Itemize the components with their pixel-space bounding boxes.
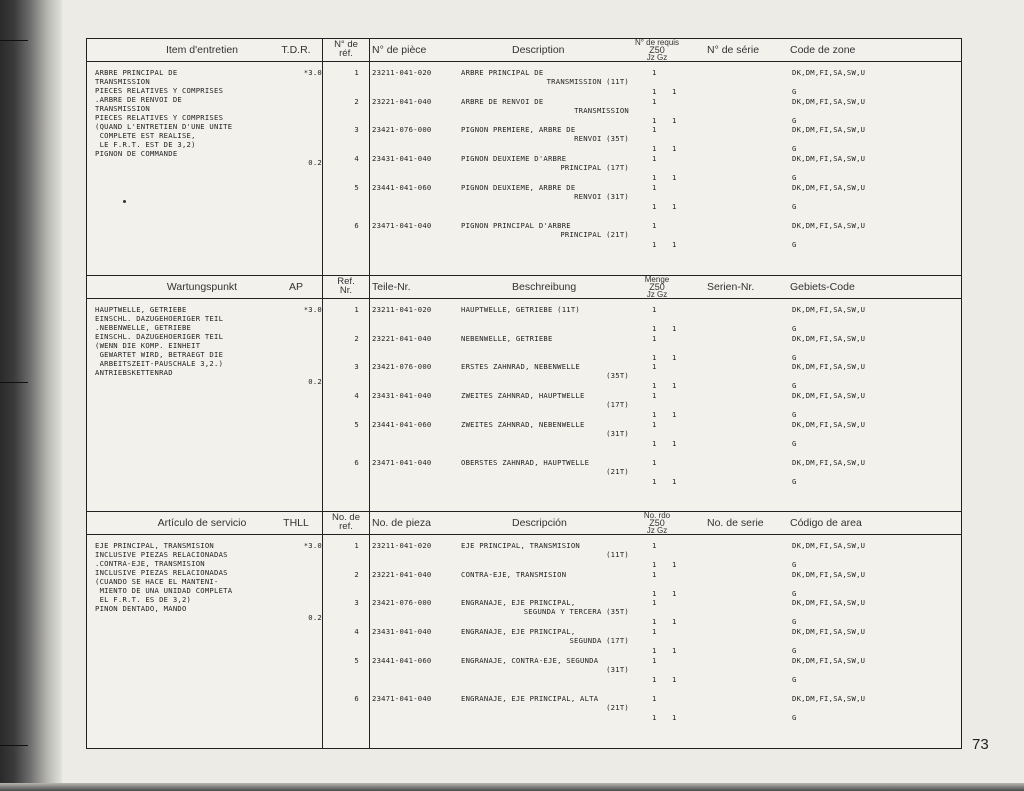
part-number: 23441-041-060 — [372, 183, 432, 192]
ref-number: 6 — [354, 694, 359, 703]
quantity-gz: 1 — [672, 353, 677, 362]
zone-code-alt: G — [792, 439, 797, 448]
header-ref_bottom: réf. — [339, 48, 353, 59]
table-row — [327, 305, 957, 333]
maintenance-item-line: PINON DENTADO, MANDO — [95, 604, 187, 613]
quantity-gz: 1 — [672, 144, 677, 153]
quantity-jz: 1 — [652, 324, 657, 333]
header-qty_mid: Z50 — [649, 45, 665, 55]
table-row — [327, 627, 957, 655]
part-description: HAUPTWELLE, GETRIEBE (11T) — [461, 305, 581, 314]
zone-code: DK,DM,FI,SA,SW,U — [792, 125, 866, 134]
page-bottom-shadow — [0, 783, 1024, 791]
zone-code: DK,DM,FI,SA,SW,U — [792, 570, 866, 579]
table-row — [327, 154, 957, 182]
part-number: 23431-041-040 — [372, 391, 432, 400]
maintenance-item-line: EINSCHL. DAZUGEHOERIGER TEIL — [95, 332, 224, 341]
header-qty_top: Menge — [644, 275, 670, 284]
spine-edge-line — [0, 745, 28, 746]
zone-code-alt: G — [792, 353, 797, 362]
header-qty_bottom: Jz Gz — [646, 53, 668, 62]
quantity: 1 — [652, 694, 657, 703]
zone-code: DK,DM,FI,SA,SW,U — [792, 68, 866, 77]
quantity-jz: 1 — [652, 589, 657, 598]
header-desc: Description — [512, 44, 565, 56]
table-row — [327, 391, 957, 419]
part-number: 23211-041-020 — [372, 305, 432, 314]
header-qty_mid: Z50 — [649, 282, 665, 292]
part-number: 23471-041-040 — [372, 458, 432, 467]
quantity-gz: 1 — [672, 439, 677, 448]
part-description: ERSTES ZAHNRAD, NEBENWELLE — [461, 362, 581, 371]
zone-code-alt: G — [792, 324, 797, 333]
part-number: 23421-076-000 — [372, 125, 432, 134]
part-number: 23431-041-040 — [372, 154, 432, 163]
zone-code: DK,DM,FI,SA,SW,U — [792, 391, 866, 400]
part-number: 23211-041-020 — [372, 541, 432, 550]
ref-number: 3 — [354, 598, 359, 607]
part-description: PIGNON PREMIERE, ARBRE DE — [461, 125, 576, 134]
quantity: 1 — [652, 656, 657, 665]
part-number: 23431-041-040 — [372, 627, 432, 636]
quantity: 1 — [652, 154, 657, 163]
zone-code: DK,DM,FI,SA,SW,U — [792, 221, 866, 230]
table-row — [327, 694, 957, 722]
table-row — [327, 420, 957, 448]
header-tdr: THLL — [283, 517, 309, 529]
part-description-cont: (35T) — [606, 371, 629, 380]
part-description: ARBRE PRINCIPAL DE — [461, 68, 544, 77]
quantity-gz: 1 — [672, 617, 677, 626]
part-number: 23221-041-040 — [372, 97, 432, 106]
zone-code: DK,DM,FI,SA,SW,U — [792, 183, 866, 192]
quantity-jz: 1 — [652, 675, 657, 684]
header-serial: No. de serie — [707, 517, 764, 529]
part-description-cont: PRINCIPAL (17T) — [560, 163, 629, 172]
zone-code-alt: G — [792, 87, 797, 96]
spine-edge-line — [0, 40, 28, 41]
part-description-cont: PRINCIPAL (21T) — [560, 230, 629, 239]
zone-code-alt: G — [792, 202, 797, 211]
part-number: 23441-041-060 — [372, 420, 432, 429]
part-description-cont: RENVOI (31T) — [574, 192, 629, 201]
table-section-es — [87, 512, 961, 748]
quantity-gz: 1 — [672, 560, 677, 569]
labour-hours: *3.0 — [303, 305, 322, 314]
book-spine — [0, 0, 62, 791]
header-item: Item d'entretien — [165, 44, 239, 56]
zone-code: DK,DM,FI,SA,SW,U — [792, 305, 866, 314]
table-row — [327, 183, 957, 211]
maintenance-item-line: .ARBRE DE RENVOI DE — [95, 95, 182, 104]
ref-number: 6 — [354, 458, 359, 467]
table-section-fr — [87, 39, 961, 276]
zone-code-alt: G — [792, 144, 797, 153]
header-ref_top: N° de — [334, 39, 358, 50]
part-number: 23221-041-040 — [372, 334, 432, 343]
zone-code: DK,DM,FI,SA,SW,U — [792, 656, 866, 665]
part-number: 23421-076-000 — [372, 598, 432, 607]
part-description: ZWEITES ZAHNRAD, HAUPTWELLE — [461, 391, 585, 400]
quantity-gz: 1 — [672, 324, 677, 333]
quantity-jz: 1 — [652, 560, 657, 569]
labour-hours: *3.0 — [303, 68, 322, 77]
labour-hours: 0.2 — [308, 377, 322, 386]
part-description-cont: RENVOI (35T) — [574, 134, 629, 143]
header-ref_top: Ref. — [337, 276, 355, 287]
labour-hours: *3.0 — [303, 541, 322, 550]
maintenance-item-line: .CONTRA-EJE, TRANSMISION — [95, 559, 205, 568]
part-description-cont: (21T) — [606, 467, 629, 476]
header-zone: Código de area — [790, 517, 862, 529]
table-row — [327, 598, 957, 626]
part-description: ZWEITES ZAHNRAD, NEBENWELLE — [461, 420, 585, 429]
ref-number: 5 — [354, 420, 359, 429]
header-serial: N° de série — [707, 44, 760, 56]
quantity-gz: 1 — [672, 173, 677, 182]
quantity: 1 — [652, 362, 657, 371]
part-number: 23471-041-040 — [372, 694, 432, 703]
quantity-jz: 1 — [652, 173, 657, 182]
header-qty_bottom: Jz Gz — [646, 526, 668, 535]
header-tdr: AP — [288, 281, 303, 293]
maintenance-item-line: (WENN DIE KOMP. EINHEIT — [95, 341, 201, 350]
maintenance-item-line: HAUPTWELLE, GETRIEBE — [95, 305, 187, 314]
table-row — [327, 68, 957, 96]
part-description-cont: (31T) — [606, 665, 629, 674]
zone-code-alt: G — [792, 589, 797, 598]
part-description: PIGNON DEUXIEME, ARBRE DE — [461, 183, 576, 192]
part-description: ARBRE DE RENVOI DE — [461, 97, 544, 106]
zone-code-alt: G — [792, 116, 797, 125]
part-description: ENGRANAJE, EJE PRINCIPAL, — [461, 598, 576, 607]
table-row — [327, 458, 957, 486]
quantity: 1 — [652, 183, 657, 192]
quantity-jz: 1 — [652, 202, 657, 211]
header-ref_top: No. de — [332, 512, 360, 523]
table-row — [327, 656, 957, 684]
quantity: 1 — [652, 627, 657, 636]
maintenance-item-line: .NEBENWELLE, GETRIEBE — [95, 323, 192, 332]
maintenance-item-line: MIENTO DE UNA UNIDAD COMPLETA — [95, 586, 233, 595]
part-description-cont: (17T) — [606, 400, 629, 409]
quantity-gz: 1 — [672, 477, 677, 486]
header-desc: Beschreibung — [512, 281, 577, 293]
part-number: 23211-041-020 — [372, 68, 432, 77]
quantity: 1 — [652, 305, 657, 314]
table-header — [87, 39, 961, 62]
quantity-gz: 1 — [672, 713, 677, 722]
zone-code-alt: G — [792, 617, 797, 626]
quantity-gz: 1 — [672, 240, 677, 249]
zone-code-alt: G — [792, 240, 797, 249]
quantity: 1 — [652, 458, 657, 467]
zone-code: DK,DM,FI,SA,SW,U — [792, 541, 866, 550]
spine-edge-line — [0, 382, 28, 383]
part-description-cont: SEGUNDA (17T) — [569, 636, 629, 645]
maintenance-item-line: PIECES RELATIVES Y COMPRISES — [95, 113, 224, 122]
part-description: ENGRANAJE, EJE PRINCIPAL, — [461, 627, 576, 636]
part-description: ENGRANAJE, CONTRA-EJE, SEGUNDA — [461, 656, 599, 665]
table-row — [327, 334, 957, 362]
quantity-jz: 1 — [652, 477, 657, 486]
ref-number: 1 — [354, 68, 359, 77]
ref-number: 3 — [354, 125, 359, 134]
quantity: 1 — [652, 68, 657, 77]
part-description-cont: TRANSMISSION (11T) — [546, 77, 629, 86]
header-item: Artículo de servicio — [157, 517, 247, 529]
part-description-cont: (11T) — [606, 550, 629, 559]
maintenance-item-line: PIECES RELATIVES Y COMPRISES — [95, 86, 224, 95]
zone-code: DK,DM,FI,SA,SW,U — [792, 694, 866, 703]
zone-code-alt: G — [792, 173, 797, 182]
quantity: 1 — [652, 570, 657, 579]
maintenance-item-line: INCLUSIVE PIEZAS RELACIONADAS — [95, 568, 228, 577]
part-description: OBERSTES ZAHNRAD, HAUPTWELLE — [461, 458, 590, 467]
quantity-jz: 1 — [652, 617, 657, 626]
zone-code-alt: G — [792, 646, 797, 655]
header-tdr: T.D.R. — [281, 44, 311, 56]
zone-code: DK,DM,FI,SA,SW,U — [792, 627, 866, 636]
part-description-cont: (21T) — [606, 703, 629, 712]
header-qty_top: N° de requis — [634, 38, 680, 47]
maintenance-item-line: EL F.R.T. ES DE 3,2) — [95, 595, 192, 604]
table-section-de — [87, 276, 961, 512]
part-description-cont: TRANSMISSION — [574, 106, 629, 115]
quantity-gz: 1 — [672, 87, 677, 96]
quantity: 1 — [652, 334, 657, 343]
maintenance-item-line: EJE PRINCIPAL, TRANSMISION — [95, 541, 215, 550]
labour-hours: 0.2 — [308, 158, 322, 167]
header-qty_mid: Z50 — [649, 518, 665, 528]
header-ref_bottom: Nr. — [339, 285, 353, 296]
quantity-jz: 1 — [652, 144, 657, 153]
quantity-jz: 1 — [652, 381, 657, 390]
part-description: PIGNON DEUXIEME D'ARBRE — [461, 154, 567, 163]
zone-code-alt: G — [792, 477, 797, 486]
zone-code: DK,DM,FI,SA,SW,U — [792, 154, 866, 163]
zone-code: DK,DM,FI,SA,SW,U — [792, 458, 866, 467]
zone-code-alt: G — [792, 410, 797, 419]
part-description: CONTRA-EJE, TRANSMISION — [461, 570, 567, 579]
maintenance-item-line: COMPLETE EST REALISE, — [95, 131, 196, 140]
page-number: 73 — [972, 736, 989, 753]
zone-code: DK,DM,FI,SA,SW,U — [792, 420, 866, 429]
maintenance-item-text — [95, 541, 323, 613]
quantity: 1 — [652, 598, 657, 607]
zone-code-alt: G — [792, 381, 797, 390]
quantity: 1 — [652, 391, 657, 400]
table-header — [87, 276, 961, 299]
quantity-gz: 1 — [672, 410, 677, 419]
ref-number: 6 — [354, 221, 359, 230]
header-part: Teile-Nr. — [372, 281, 411, 293]
ref-number: 4 — [354, 154, 359, 163]
part-number: 23221-041-040 — [372, 570, 432, 579]
part-description: NEBENWELLE, GETRIEBE — [461, 334, 553, 343]
header-item: Wartungspunkt — [166, 281, 238, 293]
header-desc: Descripción — [512, 517, 567, 529]
header-qty_top: No. rdo — [643, 511, 671, 520]
part-number: 23471-041-040 — [372, 221, 432, 230]
quantity-jz: 1 — [652, 439, 657, 448]
ref-number: 2 — [354, 570, 359, 579]
table-row — [327, 125, 957, 153]
ref-number: 5 — [354, 183, 359, 192]
ref-number: 3 — [354, 362, 359, 371]
table-row — [327, 362, 957, 390]
header-part: No. de pieza — [372, 517, 431, 529]
quantity: 1 — [652, 420, 657, 429]
ref-number: 5 — [354, 656, 359, 665]
part-number: 23441-041-060 — [372, 656, 432, 665]
zone-code: DK,DM,FI,SA,SW,U — [792, 97, 866, 106]
parts-table-page — [86, 38, 962, 749]
maintenance-item-line: INCLUSIVE PIEZAS RELACIONADAS — [95, 550, 228, 559]
part-description-cont: SEGUNDA Y TERCERA (35T) — [523, 607, 629, 616]
part-description-cont: (31T) — [606, 429, 629, 438]
table-row — [327, 97, 957, 125]
table-row — [327, 221, 957, 249]
maintenance-item-line: (QUAND L'ENTRETIEN D'UNE UNITE — [95, 122, 233, 131]
maintenance-item-line: PIGNON DE COMMANDE — [95, 149, 178, 158]
quantity-gz: 1 — [672, 675, 677, 684]
quantity-jz: 1 — [652, 410, 657, 419]
header-ref_bottom: ref. — [339, 521, 353, 532]
maintenance-item-line: ARBRE PRINCIPAL DE — [95, 68, 178, 77]
table-row — [327, 570, 957, 598]
maintenance-item-text — [95, 68, 323, 158]
quantity-gz: 1 — [672, 202, 677, 211]
quantity-gz: 1 — [672, 646, 677, 655]
quantity: 1 — [652, 97, 657, 106]
ref-number: 1 — [354, 541, 359, 550]
zone-code: DK,DM,FI,SA,SW,U — [792, 334, 866, 343]
table-header — [87, 512, 961, 535]
quantity-jz: 1 — [652, 87, 657, 96]
quantity-gz: 1 — [672, 589, 677, 598]
maintenance-item-line: TRANSMISSION — [95, 104, 150, 113]
ref-number: 4 — [354, 391, 359, 400]
maintenance-item-line: ARBEITSZEIT-PAUSCHALE 3,2.) — [95, 359, 224, 368]
quantity-jz: 1 — [652, 646, 657, 655]
labour-hours: 0.2 — [308, 613, 322, 622]
quantity-jz: 1 — [652, 116, 657, 125]
quantity-gz: 1 — [672, 381, 677, 390]
maintenance-item-line: LE F.R.T. EST DE 3,2) — [95, 140, 196, 149]
header-serial: Serien-Nr. — [707, 281, 755, 293]
quantity-jz: 1 — [652, 713, 657, 722]
header-zone: Code de zone — [790, 44, 856, 56]
ref-number: 2 — [354, 334, 359, 343]
ref-number: 1 — [354, 305, 359, 314]
quantity-jz: 1 — [652, 353, 657, 362]
quantity: 1 — [652, 125, 657, 134]
maintenance-item-line: TRANSMISSION — [95, 77, 150, 86]
ref-number: 2 — [354, 97, 359, 106]
maintenance-item-line: GEWARTET WIRD, BETRAEGT DIE — [95, 350, 224, 359]
maintenance-item-line: (CUANDO SE HACE EL MANTENI- — [95, 577, 219, 586]
header-part: N° de pièce — [372, 44, 427, 56]
zone-code-alt: G — [792, 675, 797, 684]
part-number: 23421-076-000 — [372, 362, 432, 371]
table-row — [327, 541, 957, 569]
quantity: 1 — [652, 221, 657, 230]
header-zone: Gebiets-Code — [790, 281, 855, 293]
maintenance-item-line: ANTRIEBSKETTENRAD — [95, 368, 173, 377]
quantity-jz: 1 — [652, 240, 657, 249]
part-description: EJE PRINCIPAL, TRANSMISION — [461, 541, 581, 550]
part-description: ENGRANAJE, EJE PRINCIPAL, ALTA — [461, 694, 599, 703]
part-description: PIGNON PRINCIPAL D'ARBRE — [461, 221, 571, 230]
print-speck — [123, 200, 126, 203]
ref-number: 4 — [354, 627, 359, 636]
header-qty_bottom: Jz Gz — [646, 290, 668, 299]
maintenance-item-text — [95, 305, 323, 377]
zone-code: DK,DM,FI,SA,SW,U — [792, 362, 866, 371]
zone-code: DK,DM,FI,SA,SW,U — [792, 598, 866, 607]
zone-code-alt: G — [792, 713, 797, 722]
quantity: 1 — [652, 541, 657, 550]
zone-code-alt: G — [792, 560, 797, 569]
maintenance-item-line: EINSCHL. DAZUGEHOERIGER TEIL — [95, 314, 224, 323]
quantity-gz: 1 — [672, 116, 677, 125]
